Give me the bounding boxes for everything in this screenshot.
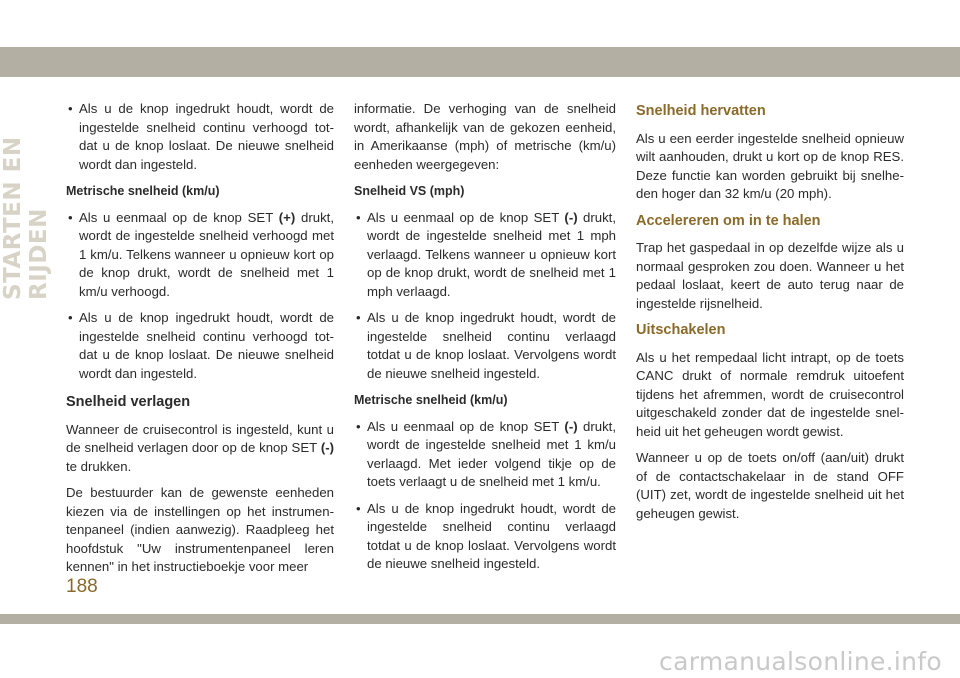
page-number: 188 xyxy=(66,576,98,597)
watermark: carmanualsonline.info xyxy=(659,647,942,676)
key-label: (+) xyxy=(278,209,296,225)
column-2 xyxy=(354,100,616,582)
column-1 xyxy=(66,100,334,585)
subheading-us: Snelheid VS (mph) xyxy=(354,184,465,198)
bullet-item: • Als u de knop ingedrukt houdt, wordt de ingestelde snelheid continu verlaagd totdat u de knop loslaat. Vervolgens wordt de nieuwe snelheid ingesteld. xyxy=(354,500,616,574)
column-3 xyxy=(636,100,904,531)
paragraph: Als u een eerder ingestelde snelheid opnieuw wilt aanhouden, drukt u kort op de knop RES. Deze functie kan worden gebruikt bij snelhe-den hoger dan 32 km/u (20 mph). xyxy=(636,130,904,201)
paragraph: Als u het rempedaal licht intrapt, op de toets CANC drukt of normale remdruk uitoefent tijdens het afremmen, wordt de cruisecontrol uitgeschakeld zonder dat de ingestelde snel-heid uit het geheugen wordt gewist. xyxy=(636,349,904,439)
bullet-item: • Als u eenmaal op de knop SET (-) drukt, wordt de ingestelde snelheid met 1 km/u verlaagd. Met ieder volgend tikje op de toets verlaagt u de snelheid met 1 km/u. xyxy=(354,418,616,492)
paragraph: Trap het gaspedaal in op dezelfde wijze als u normaal gesproken zou doen. Wanneer u het pedaal loslaat, keert de auto terug naar de ingestelde rijsnelheid. xyxy=(636,240,904,311)
paragraph: Wanneer u op de toets on/off (aan/uit) drukt of de contactschakelaar in de stand OFF (UIT) zet, wordt de ingestelde snelheid uit het geheugen gewist. xyxy=(636,450,904,521)
subheading-metric: Metrische snelheid (km/u) xyxy=(66,184,220,198)
key-label: (-) xyxy=(564,209,578,225)
paragraph: Wanneer de cruisecontrol is ingesteld, kunt u de snelheid verlagen door op de knop SET (-) te drukken. xyxy=(66,421,334,474)
paragraph: De bestuurder kan de gewenste eenheden kiezen via de instellingen op het instrumen-tenpaneel (indien aanwezig). Raadpleeg het hoofdstuk "Uw instrumentenpaneel leren kennen" in het instructieboekje voor meer xyxy=(66,485,334,574)
section-heading: Uitschakelen xyxy=(636,322,726,338)
key-label: (-) xyxy=(320,440,334,455)
header-band xyxy=(0,47,960,77)
section-side-tab: STARTEN EN RIJDEN xyxy=(0,136,52,300)
key-label: (-) xyxy=(564,418,578,434)
bullet-item: • Als u de knop ingedrukt houdt, wordt de ingestelde snelheid continu verhoogd tot-dat u de knop loslaat. De nieuwe snelheid wordt dan ingesteld. xyxy=(66,309,334,383)
section-heading: Snelheid hervatten xyxy=(636,103,766,119)
bullet-item: • Als u de knop ingedrukt houdt, wordt de ingestelde snelheid continu verlaagd totdat u de knop loslaat. Vervolgens wordt de nieuwe snelheid ingesteld. xyxy=(354,309,616,383)
footer-band xyxy=(0,614,960,624)
paragraph: informatie. De verhoging van de snelheid wordt, afhankelijk van de gekozen eenheid, in Amerikaanse (mph) of metrische (km/u) eenheden weergegeven: xyxy=(354,101,616,172)
bullet-item: • Als u eenmaal op de knop SET (+) drukt, wordt de ingestelde snelheid verhoogd met 1 km/u. Telkens wanneer u opnieuw kort op de knop drukt, wordt de snelheid met 1 km/u verhoogd. xyxy=(66,209,334,302)
section-heading: Snelheid verlagen xyxy=(66,394,191,410)
bullet-item: • Als u de knop ingedrukt houdt, wordt de ingestelde snelheid continu verhoogd tot-dat u de knop loslaat. De nieuwe snelheid wordt dan ingesteld. xyxy=(66,100,334,174)
subheading-metric: Metrische snelheid (km/u) xyxy=(354,393,508,407)
section-heading: Accelereren om in te halen xyxy=(636,212,821,229)
bullet-item: • Als u eenmaal op de knop SET (-) drukt, wordt de ingestelde snelheid met 1 mph verlaagd. Telkens wanneer u opnieuw kort op de knop drukt, wordt de snelheid met 1 mph verlaagd. xyxy=(354,209,616,302)
